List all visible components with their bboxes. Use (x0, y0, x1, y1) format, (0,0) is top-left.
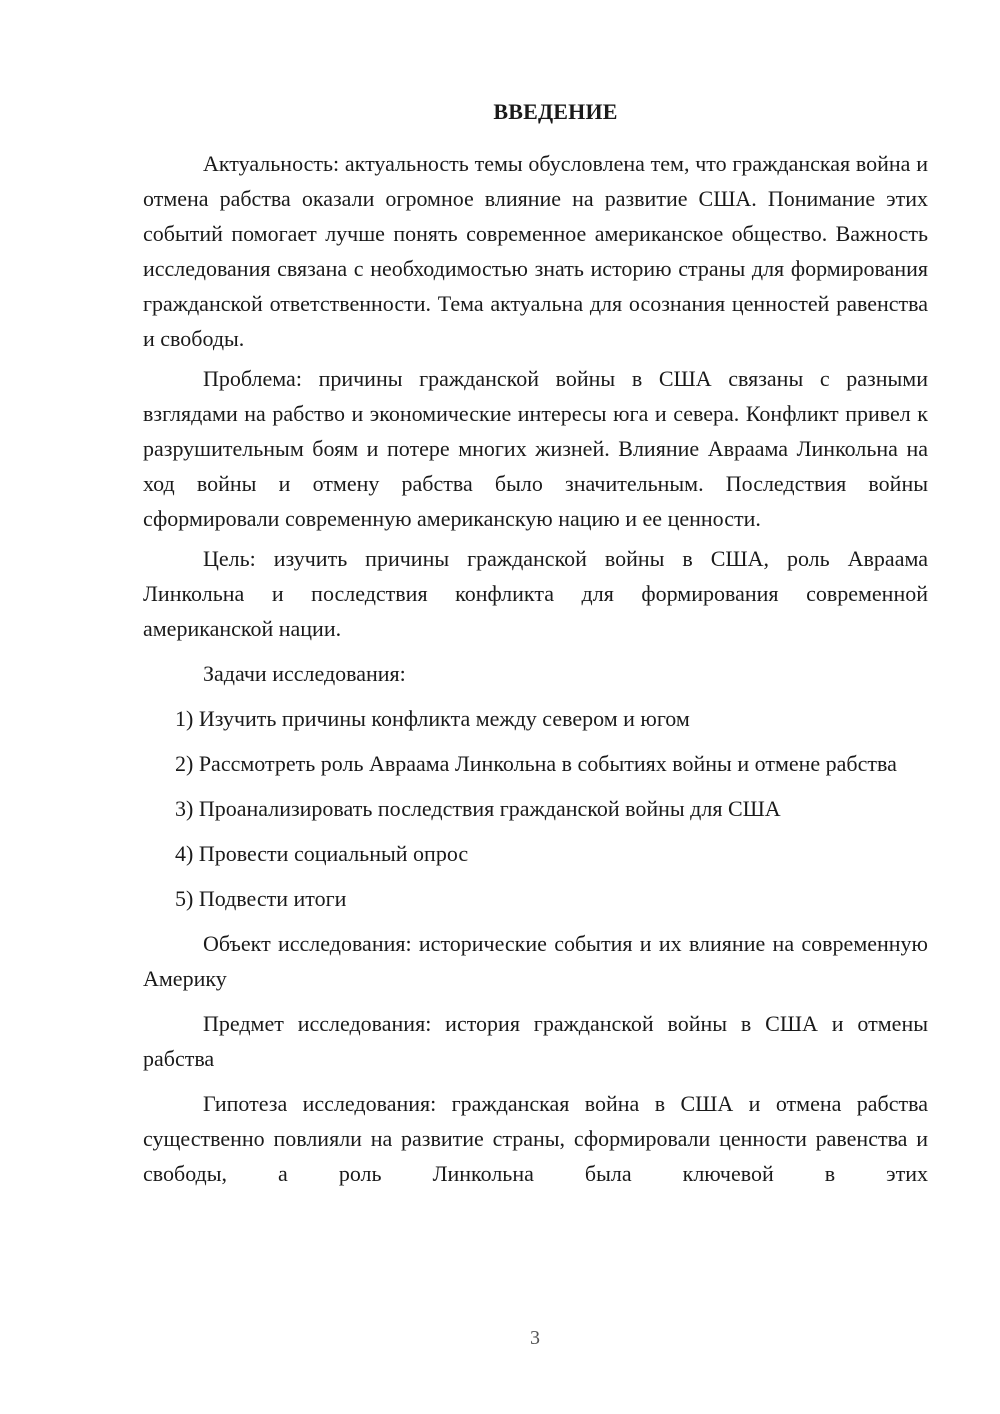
page-content (143, 94, 928, 1191)
tasks-heading: Задачи исследования: (203, 661, 406, 686)
list-item: 1) Изучить причины конфликта между севером и югом (175, 706, 690, 731)
list-item: 5) Подвести итоги (175, 886, 347, 911)
goal-paragraph: Цель: изучить причины гражданской войны в США, роль Авраама Линкольна и последствия конфликта для формирования современной американской нации. (143, 546, 928, 641)
list-item: 3) Проанализировать последствия гражданской войны для США (175, 796, 781, 821)
page-title: ВВЕДЕНИЕ (493, 99, 618, 124)
heading-wrap (143, 94, 928, 129)
subject-paragraph: Предмет исследования: история гражданской войны в США и отмены рабства (143, 1011, 928, 1071)
problem-paragraph: Проблема: причины гражданской войны в США связаны с разными взглядами на рабство и экономические интересы юга и севера. Конфликт привел к разрушительным боям и потере многих жизней. Влияние Авраама Линкольна на ход войны и отмену рабства было значительным. Последствия войны сформировали современную американскую нацию и ее ценности. (143, 366, 928, 531)
list-item: 4) Провести социальный опрос (175, 841, 469, 866)
relevance-paragraph: Актуальность: актуальность темы обусловлена тем, что гражданская война и отмена рабства оказали огромное влияние на развитие США. Понимание этих событий помогает лучше понять современное американское общество. Важность исследования связана с необходимостью знать историю страны для формирования гражданской ответственности. Тема актуальна для осознания ценностей равенства и свободы. (143, 151, 928, 351)
list-item: 2) Рассмотреть роль Авраама Линкольна в событиях войны и отмене рабства (175, 751, 897, 776)
tasks-list (143, 701, 928, 916)
hypothesis-paragraph: Гипотеза исследования: гражданская война в США и отмена рабства существенно повлияли на развитие страны, сформировали ценности равенства и свободы, а роль Линкольна была ключевой в этих (143, 1091, 928, 1186)
page-number: 3 (530, 1327, 540, 1349)
object-paragraph: Объект исследования: исторические события и их влияние на современную Америку (143, 931, 928, 991)
